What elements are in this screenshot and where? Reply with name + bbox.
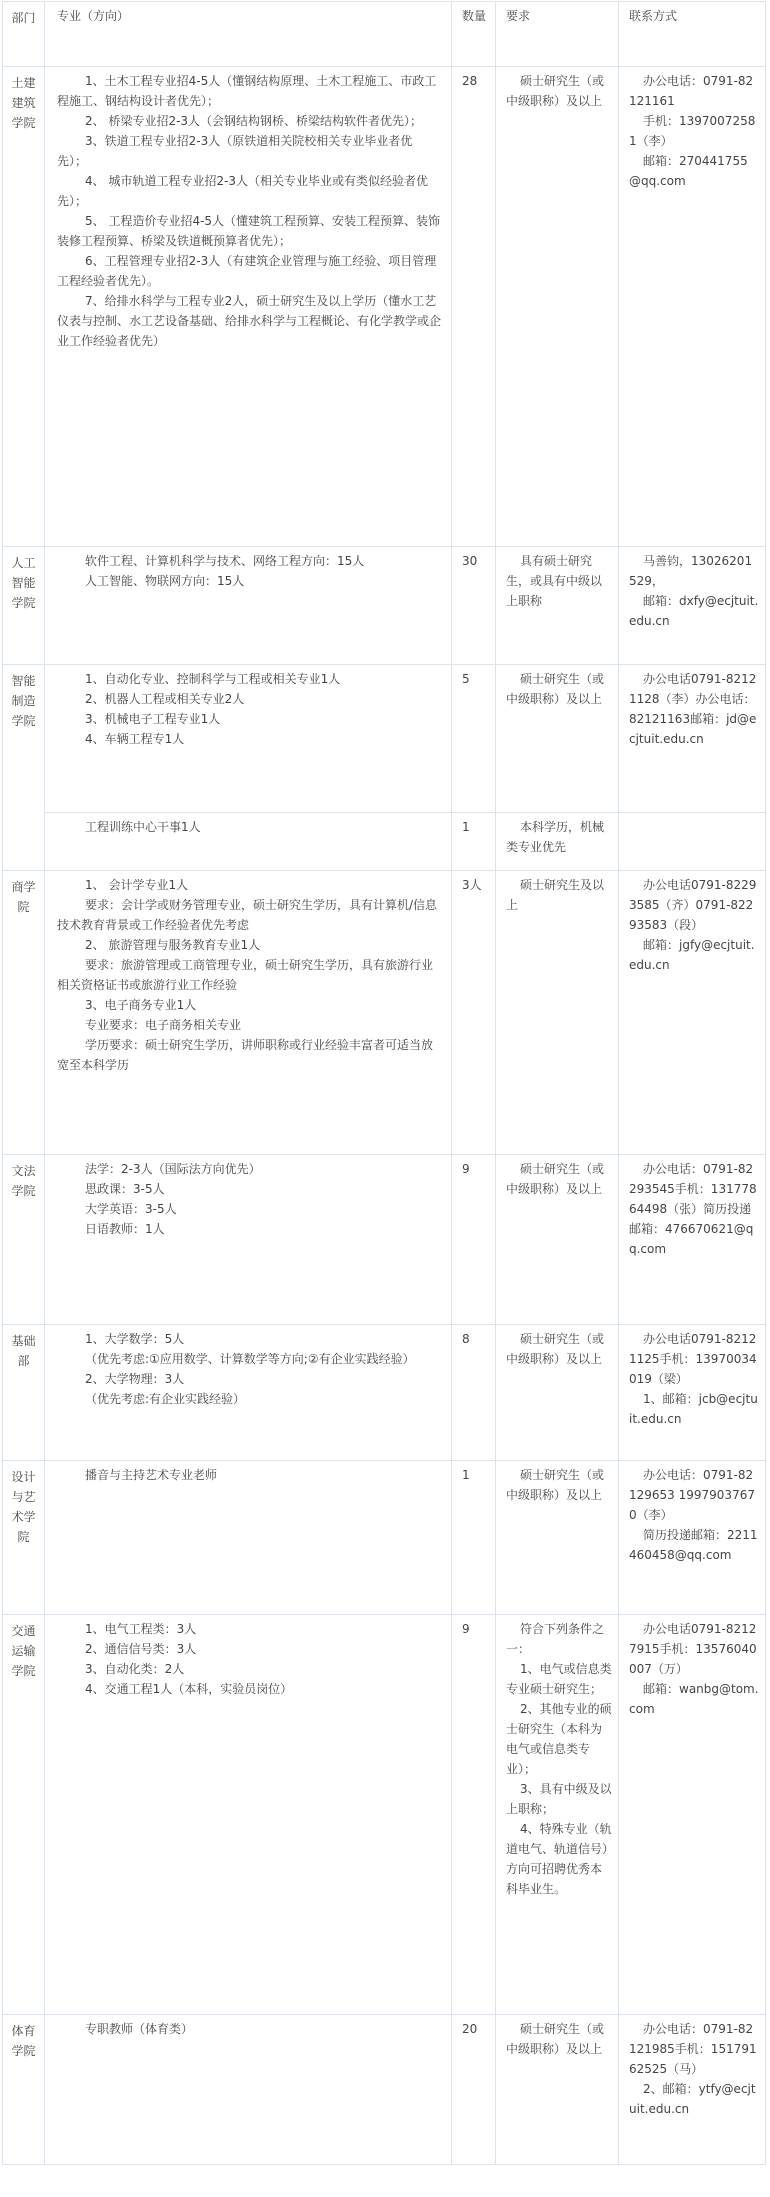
dept-cell: 智能制造学院 <box>3 665 45 871</box>
spec-line: （优先考虑:①应用数学、计算数学等方向;②有企业实践经验） <box>85 1352 415 1366</box>
spec-line: 软件工程、计算机科学与技术、网络工程方向：15人 <box>85 554 365 568</box>
num-cell: 30 <box>452 547 496 665</box>
req-text: 硕士研究生（或中级职称）及以上 <box>506 1162 605 1196</box>
spec-line: 2、 旅游管理与服务教育专业1人 <box>85 938 261 952</box>
contact-line: 办公电话：0791-82121985手机：15179162525（马） <box>629 2022 757 2076</box>
num-cell: 5 <box>452 665 496 813</box>
spec-line: 5、 工程造价专业招4-5人（懂建筑工程预算、安装工程预算、装饰装修工程预算、桥梁及铁道概预算者优先）； <box>57 214 441 248</box>
spec-cell <box>45 871 452 1155</box>
req-cell <box>496 1615 619 2015</box>
num-cell: 9 <box>452 1615 496 2015</box>
spec-line: （优先考虑:有企业实践经验） <box>85 1392 246 1406</box>
dept-cell: 体育学院 <box>3 2015 45 2165</box>
req-cell <box>496 2015 619 2165</box>
spec-line: 专职教师（体育类） <box>85 2022 194 2036</box>
req-line: 2、其他专业的硕士研究生（本科为电气或信息类专业）； <box>506 1702 612 1776</box>
req-cell <box>496 813 619 871</box>
req-cell <box>496 1461 619 1615</box>
contact-cell <box>619 67 766 547</box>
table-row <box>3 67 766 547</box>
req-line: 3、具有中级及以上职称； <box>506 1782 612 1816</box>
table-row <box>3 1325 766 1461</box>
contact-cell <box>619 871 766 1155</box>
req-line: 符合下列条件之一： <box>506 1622 605 1656</box>
spec-line: 1、 会计学专业1人 <box>85 878 189 892</box>
spec-line: 日语教师：1人 <box>85 1222 165 1236</box>
contact-cell <box>619 813 766 871</box>
spec-cell <box>45 1461 452 1615</box>
contact-line: 手机：13970072581（李） <box>629 114 756 148</box>
spec-line: 2、通信信号类：3人 <box>85 1642 197 1656</box>
dept-cell: 土建建筑学院 <box>3 67 45 547</box>
num-cell: 3人 <box>452 871 496 1155</box>
dept-cell: 文法学院 <box>3 1155 45 1325</box>
num-cell: 20 <box>452 2015 496 2165</box>
req-text: 硕士研究生（或中级职称）及以上 <box>506 1332 605 1366</box>
spec-line: 1、自动化专业、控制科学与工程或相关专业1人 <box>85 672 341 686</box>
req-cell <box>496 871 619 1155</box>
req-text: 本科学历，机械类专业优先 <box>506 820 605 854</box>
spec-line: 大学英语：3-5人 <box>85 1202 177 1216</box>
contact-cell <box>619 1155 766 1325</box>
dept-cell: 设计与艺术学院 <box>3 1461 45 1615</box>
spec-line: 要求：旅游管理或工商管理专业，硕士研究生学历，具有旅游行业相关资格证书或旅游行业工作经验 <box>57 958 434 992</box>
spec-cell <box>45 2015 452 2165</box>
contact-cell <box>619 1615 766 2015</box>
req-cell <box>496 547 619 665</box>
spec-cell <box>45 1325 452 1461</box>
spec-cell <box>45 547 452 665</box>
spec-line: 1、土木工程专业招4-5人（懂钢结构原理、土木工程施工、市政工程施工、钢结构设计者优先）； <box>57 74 437 108</box>
spec-line: 思政课：3-5人 <box>85 1182 165 1196</box>
contact-cell <box>619 665 766 813</box>
contact-line: 办公电话0791-82293585（齐）0791-82293583（段） <box>629 878 757 932</box>
req-line: 1、电气或信息类专业硕士研究生； <box>506 1662 612 1696</box>
table-row <box>3 665 766 813</box>
num-cell: 9 <box>452 1155 496 1325</box>
contact-line: 办公电话：0791-82293545手机：13177864498（张）简历投递邮箱：476670621@qq.com <box>629 1162 757 1256</box>
table-row <box>3 1615 766 2015</box>
contact-cell <box>619 1461 766 1615</box>
dept-cell: 人工智能学院 <box>3 547 45 665</box>
spec-line: 3、电子商务专业1人 <box>85 998 197 1012</box>
spec-line: 播音与主持艺术专业老师 <box>85 1468 218 1482</box>
header-row <box>3 2 766 67</box>
contact-cell <box>619 1325 766 1461</box>
header-dept: 部门 <box>3 2 45 67</box>
contact-line: 邮箱：wanbg@tom.com <box>629 1682 759 1716</box>
table-row <box>3 2015 766 2165</box>
req-cell <box>496 1155 619 1325</box>
spec-line: 2、机器人工程或相关专业2人 <box>85 692 245 706</box>
spec-line: 1、大学数学：5人 <box>85 1332 185 1346</box>
contact-line: 办公电话：0791-82121161 <box>629 74 754 108</box>
spec-line: 3、自动化类：2人 <box>85 1662 185 1676</box>
req-text: 硕士研究生（或中级职称）及以上 <box>506 1468 605 1502</box>
spec-line: 法学：2-3人（国际法方向优先） <box>85 1162 261 1176</box>
req-cell <box>496 665 619 813</box>
spec-line: 3、铁道工程专业招2-3人（原铁道相关院校相关专业毕业者优先）； <box>57 134 413 168</box>
dept-cell: 商学院 <box>3 871 45 1155</box>
spec-line: 要求：会计学或财务管理专业，硕士研究生学历，具有计算机/信息技术教育背景或工作经验者优先考虑 <box>57 898 438 932</box>
table-row <box>3 871 766 1155</box>
table-row <box>3 547 766 665</box>
spec-line: 学历要求：硕士研究生学历，讲师职称或行业经验丰富者可适当放宽至本科学历 <box>57 1038 434 1072</box>
spec-cell <box>45 67 452 547</box>
dept-cell: 交通运输学院 <box>3 1615 45 2015</box>
req-text: 硕士研究生（或中级职称）及以上 <box>506 2022 605 2056</box>
req-cell <box>496 1325 619 1461</box>
header-spec: 专业（方向） <box>45 2 452 67</box>
contact-line: 办公电话0791-82121128（李）办公电话：82121163邮箱：jd@ecjtuit.edu.cn <box>629 672 757 746</box>
spec-cell <box>45 1615 452 2015</box>
spec-line: 6、工程管理专业招2-3人（有建筑企业管理与施工经验、项目管理工程经验者优先）。 <box>57 254 437 288</box>
num-cell: 28 <box>452 67 496 547</box>
table-row <box>3 1155 766 1325</box>
spec-cell <box>45 813 452 871</box>
contact-cell <box>619 2015 766 2165</box>
table-row <box>3 813 766 871</box>
req-text: 硕士研究生（或中级职称）及以上 <box>506 672 605 706</box>
spec-line: 7、给排水科学与工程专业2人，硕士研究生及以上学历（懂水工艺仪表与控制、水工艺设备基础、给排水科学与工程概论、有化学教学或企业工作经验者优先） <box>57 294 442 348</box>
spec-line: 1、电气工程类：3人 <box>85 1622 197 1636</box>
header-req: 要求 <box>496 2 619 67</box>
spec-line: 专业要求：电子商务相关专业 <box>85 1018 242 1032</box>
contact-cell <box>619 547 766 665</box>
num-cell: 8 <box>452 1325 496 1461</box>
spec-line: 2、 桥梁专业招2-3人（会钢结构钢桥、桥梁结构软件者优先）； <box>85 114 423 128</box>
table-row <box>3 1461 766 1615</box>
contact-line: 2、邮箱：ytfy@ecjtuit.edu.cn <box>629 2082 756 2116</box>
req-cell <box>496 67 619 547</box>
spec-line: 4、 城市轨道工程专业招2-3人（相关专业毕业或有类似经验者优先）； <box>57 174 429 208</box>
contact-line: 邮箱：dxfy@ecjtuit.edu.cn <box>629 594 759 628</box>
num-cell: 1 <box>452 813 496 871</box>
recruitment-table <box>2 1 766 2165</box>
spec-line: 人工智能、物联网方向：15人 <box>85 574 245 588</box>
contact-line: 邮箱：jgfy@ecjtuit.edu.cn <box>629 938 755 972</box>
spec-line: 3、机械电子工程专业1人 <box>85 712 221 726</box>
header-contact: 联系方式 <box>619 2 766 67</box>
spec-cell <box>45 1155 452 1325</box>
spec-line: 4、车辆工程专1人 <box>85 732 185 746</box>
contact-line: 办公电话：0791-82129653 19979037670（李） <box>629 1468 755 1522</box>
header-num: 数量 <box>452 2 496 67</box>
contact-line: 简历投递邮箱：2211460458@qq.com <box>629 1528 758 1562</box>
dept-cell: 基础部 <box>3 1325 45 1461</box>
contact-line: 1、邮箱：jcb@ecjtuit.edu.cn <box>629 1392 758 1426</box>
req-text: 具有硕士研究生，或具有中级以上职称 <box>506 554 603 608</box>
contact-line: 办公电话0791-82121125手机：13970034019（梁） <box>629 1332 757 1386</box>
spec-line: 工程训练中心干事1人 <box>85 820 201 834</box>
req-text: 硕士研究生及以上 <box>506 878 605 912</box>
contact-line: 办公电话0791-82127915手机：13576040007（万） <box>629 1622 757 1676</box>
req-line: 4、特殊专业（轨道电气、轨道信号）方向可招聘优秀本科毕业生。 <box>506 1822 612 1896</box>
contact-line: 邮箱：270441755@qq.com <box>629 154 748 188</box>
req-text: 硕士研究生（或中级职称）及以上 <box>506 74 605 108</box>
num-cell: 1 <box>452 1461 496 1615</box>
spec-line: 2、大学物理：3人 <box>85 1372 185 1386</box>
contact-line: 马善钧，13026201529， <box>629 554 753 588</box>
spec-cell <box>45 665 452 813</box>
spec-line: 4、交通工程1人（本科，实验员岗位） <box>85 1682 293 1696</box>
